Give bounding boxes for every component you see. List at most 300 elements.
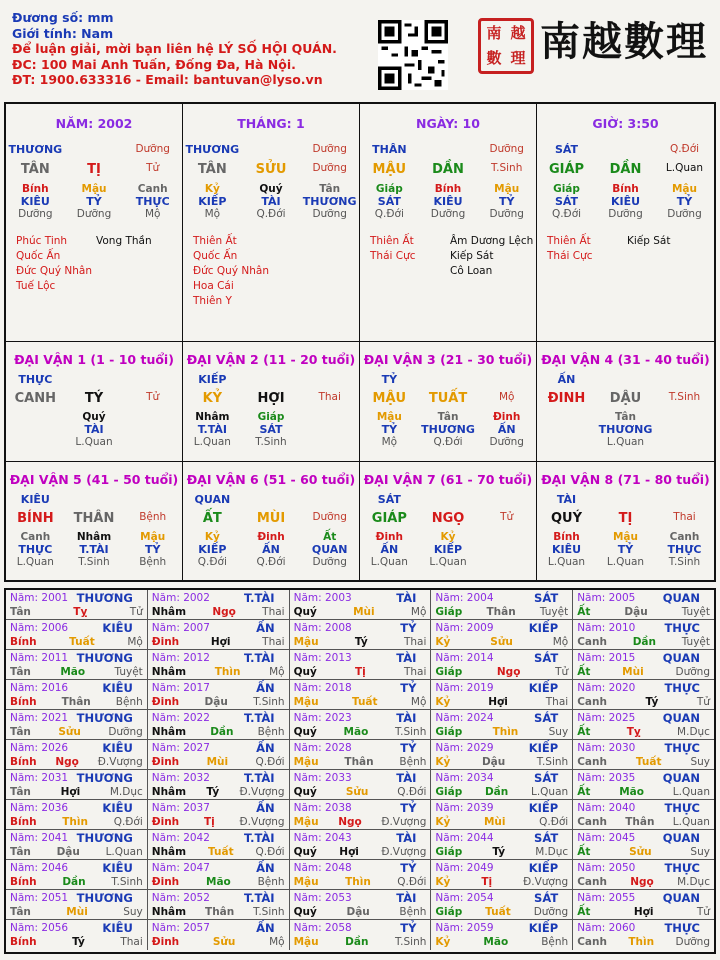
year-god: THỰC xyxy=(664,681,700,695)
hidden-stem xyxy=(477,183,536,220)
year-god: T.TÀI xyxy=(243,711,275,725)
year-line2 xyxy=(152,635,285,649)
year-label: Năm: 2017 xyxy=(151,682,210,694)
year-stem: Canh xyxy=(577,696,607,708)
year-line2 xyxy=(10,785,143,799)
hidden-stage: Dưỡng xyxy=(430,208,466,220)
year-label: Năm: 2042 xyxy=(151,832,210,844)
year-stage: Q.Đới xyxy=(255,756,285,768)
year-line1 xyxy=(152,861,285,875)
year-branch: Mão xyxy=(343,726,369,738)
hidden-god: TÀI xyxy=(84,423,104,436)
spacer xyxy=(242,493,301,506)
year-line1 xyxy=(152,711,285,725)
god-label: KIÊU xyxy=(20,493,50,506)
year-line2 xyxy=(152,725,285,739)
year-line2 xyxy=(152,785,285,799)
year-label: Năm: 2056 xyxy=(10,922,69,934)
year-branch: Dần xyxy=(632,636,656,648)
spacer xyxy=(419,493,478,506)
hidden-stem-name: Giáp xyxy=(375,183,403,195)
year-stem: Tân xyxy=(10,846,31,858)
year-line2 xyxy=(294,665,427,679)
year-god: KIÊU xyxy=(102,741,133,755)
year-god: KIẾP xyxy=(528,741,559,755)
year-line1 xyxy=(152,771,285,785)
year-stem: Mậu xyxy=(293,816,319,828)
year-cell xyxy=(290,680,432,709)
year-label: Năm: 2053 xyxy=(293,892,352,904)
year-line1 xyxy=(577,801,710,815)
year-label: Năm: 2041 xyxy=(10,832,69,844)
dai-van-main-row xyxy=(6,391,182,406)
year-line1 xyxy=(435,711,568,725)
hidden-stage: Q.Đới xyxy=(256,208,286,220)
dai-van-god-row xyxy=(537,493,714,506)
god-label: TỶ xyxy=(381,373,398,386)
year-line2 xyxy=(152,845,285,859)
hidden-stem xyxy=(242,531,301,568)
year-god: KIÊU xyxy=(102,861,133,875)
year-god: SÁT xyxy=(534,591,559,605)
year-label: Năm: 2024 xyxy=(435,712,494,724)
year-cell xyxy=(573,590,714,619)
year-line1 xyxy=(435,741,568,755)
year-branch: Hợi xyxy=(633,906,654,918)
year-cell xyxy=(6,740,148,769)
year-line1 xyxy=(10,621,143,635)
dai-van-main-row xyxy=(360,391,536,406)
hidden-stem xyxy=(242,183,301,220)
year-row xyxy=(6,860,714,890)
year-line1 xyxy=(152,741,285,755)
pillar-cell xyxy=(537,104,714,342)
year-line1 xyxy=(577,891,710,905)
year-line1 xyxy=(294,801,427,815)
spacer xyxy=(419,373,478,386)
year-line1 xyxy=(577,921,710,935)
year-line1 xyxy=(577,621,710,635)
year-branch: Thân xyxy=(205,906,235,918)
year-branch: Sửu xyxy=(490,636,513,648)
hidden-stage: L.Quan xyxy=(547,556,586,568)
dai-van-god-row xyxy=(360,493,536,506)
dai-van-cell xyxy=(537,342,714,462)
year-stage: M.Dục xyxy=(677,876,710,888)
dai-van-god-row xyxy=(360,373,536,386)
spacer xyxy=(596,373,655,386)
year-stage: Thai xyxy=(262,636,285,648)
year-line2 xyxy=(294,635,427,649)
year-line1 xyxy=(10,651,143,665)
dai-van-god-row xyxy=(183,373,359,386)
year-stem: Canh xyxy=(577,936,607,948)
year-god: THƯƠNG xyxy=(76,891,133,905)
year-label: Năm: 2006 xyxy=(10,622,69,634)
hidden-stage: T.Sinh xyxy=(255,436,287,448)
year-line1 xyxy=(10,831,143,845)
year-label: Năm: 2036 xyxy=(10,802,69,814)
hidden-god: KIẾP xyxy=(198,195,227,208)
year-stage: Mộ xyxy=(410,696,427,708)
year-line1 xyxy=(294,621,427,635)
year-stem: Nhâm xyxy=(151,846,187,858)
year-god: THƯƠNG xyxy=(76,711,133,725)
hidden-stem-name: Kỷ xyxy=(204,531,220,543)
stage-label: Dưỡng xyxy=(135,143,170,155)
year-line1 xyxy=(435,891,568,905)
hidden-stem-name: Bính xyxy=(612,183,639,195)
stem-label: TÂN xyxy=(20,162,50,177)
year-god: ẤN xyxy=(256,921,275,935)
year-stage: T.Sinh xyxy=(253,906,285,918)
god-label: TÀI xyxy=(556,493,577,506)
year-branch: Thìn xyxy=(214,666,241,678)
year-label: Năm: 2021 xyxy=(10,712,69,724)
year-cell xyxy=(431,830,573,859)
year-line2 xyxy=(577,905,710,919)
year-stem: Canh xyxy=(577,636,607,648)
hidden-stage: Dưỡng xyxy=(18,208,53,220)
year-cell xyxy=(573,650,714,679)
dai-van-main-row xyxy=(360,511,536,526)
year-row xyxy=(6,590,714,620)
stem-label: TÂN xyxy=(197,162,227,177)
year-row xyxy=(6,770,714,800)
year-branch: Dậu xyxy=(56,846,80,858)
year-stem: Giáp xyxy=(435,726,463,738)
star-item: Quốc Ấn xyxy=(193,250,238,262)
year-branch: Dần xyxy=(210,726,234,738)
year-stem: Giáp xyxy=(435,786,463,798)
hidden-stem xyxy=(537,531,596,568)
year-label: Năm: 2048 xyxy=(293,862,352,874)
year-branch: Tỵ xyxy=(626,726,641,738)
year-label: Năm: 2049 xyxy=(435,862,494,874)
year-label: Năm: 2058 xyxy=(293,922,352,934)
year-stage: Mộ xyxy=(269,936,285,948)
year-line2 xyxy=(294,935,427,949)
hidden-stem xyxy=(596,183,655,220)
stem-label: ẤT xyxy=(202,511,222,526)
star-item: Tuế Lộc xyxy=(16,280,56,292)
hidden-stage: Dưỡng xyxy=(312,208,347,220)
hidden-stage: L.Quan xyxy=(193,436,231,448)
year-stage: Thai xyxy=(403,666,427,678)
year-stage: Đ.Vượng xyxy=(97,756,143,768)
stage-label: Dưỡng xyxy=(312,143,347,155)
year-stem: Mậu xyxy=(293,936,319,948)
year-line2 xyxy=(435,875,568,889)
year-line2 xyxy=(294,695,427,709)
year-stem: Tân xyxy=(10,726,31,738)
year-stem: Bính xyxy=(10,636,37,648)
year-branch: Sửu xyxy=(629,846,652,858)
hidden-stem-name: Quý xyxy=(259,183,283,195)
stars-left xyxy=(193,234,273,309)
hidden-stem-name: Bính xyxy=(553,531,580,543)
star-item: Phúc Tinh xyxy=(16,235,68,247)
year-stage: Bệnh xyxy=(541,936,569,948)
year-line1 xyxy=(152,921,285,935)
year-cell xyxy=(148,800,290,829)
year-stem: Kỷ xyxy=(435,636,451,648)
year-branch: Tuất xyxy=(635,756,662,768)
year-god: THỰC xyxy=(664,741,700,755)
hidden-god: QUAN xyxy=(311,543,348,556)
year-label: Năm: 2030 xyxy=(577,742,636,754)
year-stem: Ất xyxy=(577,846,591,858)
hidden-stems xyxy=(537,531,714,568)
owner-info xyxy=(12,10,337,88)
pillar-top-row xyxy=(537,143,714,156)
year-stage: Mộ xyxy=(410,606,427,618)
year-cell xyxy=(290,890,432,919)
hidden-god: ẤN xyxy=(262,543,280,556)
year-cell xyxy=(148,590,290,619)
year-god: THỰC xyxy=(664,801,700,815)
year-god: SÁT xyxy=(534,711,559,725)
year-line1 xyxy=(435,651,568,665)
year-line1 xyxy=(152,591,285,605)
year-stage: T.Sinh xyxy=(536,756,569,768)
hidden-stem-name: Mậu xyxy=(671,183,697,195)
hidden-stage: Mộ xyxy=(381,436,398,448)
year-god: ẤN xyxy=(256,801,275,815)
star-item: Kiếp Sát xyxy=(450,250,494,262)
hidden-stem xyxy=(360,531,419,568)
star-item: Âm Dương Lệch xyxy=(450,235,534,247)
year-stem: Bính xyxy=(10,696,37,708)
year-line2 xyxy=(435,935,568,949)
year-stage: M.Dục xyxy=(535,846,569,858)
hidden-stage: Dưỡng xyxy=(312,556,347,568)
year-god: THỰC xyxy=(664,621,700,635)
year-line2 xyxy=(10,635,143,649)
hidden-stem xyxy=(183,411,242,448)
year-god: QUAN xyxy=(662,771,700,785)
year-cell xyxy=(431,590,573,619)
dai-van-title: ĐẠI VẬN 7 (61 - 70 tuổi) xyxy=(363,472,533,487)
owner-gender: Giới tính: Nam xyxy=(12,25,114,41)
year-row xyxy=(6,710,714,740)
pillar-title: THÁNG: 1 xyxy=(237,116,305,131)
hidden-stem xyxy=(123,183,182,220)
year-god: THƯƠNG xyxy=(76,771,133,785)
stem-label: MẬU xyxy=(372,162,407,177)
hidden-stem xyxy=(419,531,478,568)
year-cell xyxy=(6,650,148,679)
year-line1 xyxy=(577,741,710,755)
year-cell xyxy=(148,770,290,799)
hidden-stem-name: Giáp xyxy=(257,411,285,423)
hidden-stem xyxy=(537,183,596,220)
stage-label: Bệnh xyxy=(139,511,167,523)
stem-label: ĐINH xyxy=(547,391,586,406)
branch-label: DẬU xyxy=(609,391,642,406)
hidden-stem-name: Đinh xyxy=(375,531,404,543)
year-god: TỶ xyxy=(400,861,417,875)
year-branch: Thân xyxy=(61,696,91,708)
hidden-stem-name: Đinh xyxy=(257,531,285,543)
year-cell xyxy=(290,620,432,649)
year-branch: Tuất xyxy=(485,906,511,918)
hidden-stem-name: Mậu xyxy=(494,183,520,195)
year-line1 xyxy=(435,591,568,605)
year-branch: Dần xyxy=(62,876,86,888)
spacer xyxy=(300,493,359,506)
dai-van-cell xyxy=(6,462,183,580)
dai-van-cell xyxy=(6,342,183,462)
year-line1 xyxy=(10,801,143,815)
year-branch: Tý xyxy=(645,696,659,708)
year-line1 xyxy=(294,891,427,905)
pillar-title: NĂM: 2002 xyxy=(55,116,133,131)
year-stem: Kỷ xyxy=(435,816,451,828)
spacer xyxy=(300,373,359,386)
year-stage: T.Sinh xyxy=(253,696,285,708)
year-line2 xyxy=(577,755,710,769)
year-stem: Quý xyxy=(293,906,317,918)
branch-label: NGỌ xyxy=(431,511,465,526)
year-cell xyxy=(6,680,148,709)
star-item: Thiên Ất xyxy=(547,235,591,247)
seal-stamp: 南 越 數 理 xyxy=(478,18,534,74)
hidden-stem xyxy=(596,531,655,568)
hidden-stage: Mộ xyxy=(204,208,221,220)
year-line2 xyxy=(294,725,427,739)
pillar-title: NGÀY: 10 xyxy=(416,116,480,131)
branch-label: HỢI xyxy=(257,391,285,406)
pillar-top-row xyxy=(183,143,359,156)
hidden-stem xyxy=(300,183,359,220)
pillar-cell xyxy=(360,104,537,342)
year-line1 xyxy=(10,921,143,935)
year-row xyxy=(6,920,714,950)
year-god: TÀI xyxy=(396,591,417,605)
year-label: Năm: 2011 xyxy=(10,652,69,664)
star-list xyxy=(183,234,359,309)
year-stage: Tử xyxy=(696,696,710,708)
year-cell xyxy=(290,830,432,859)
year-line1 xyxy=(435,681,568,695)
year-line2 xyxy=(294,785,427,799)
year-line2 xyxy=(10,905,143,919)
year-cell xyxy=(148,650,290,679)
hidden-stem-name: Mậu xyxy=(376,411,402,423)
brand-logo: 南越數理 xyxy=(540,18,708,65)
hidden-stage: L.Quan xyxy=(16,556,54,568)
year-branch: Mùi xyxy=(206,756,229,768)
hidden-god: KIẾP xyxy=(198,543,227,556)
hidden-stem xyxy=(419,183,478,220)
year-branch: Ngọ xyxy=(55,756,79,768)
hidden-god: TÀI xyxy=(261,195,281,208)
year-stage: Bệnh xyxy=(115,696,143,708)
year-branch: Tị xyxy=(481,876,493,888)
year-stage: M.Dục xyxy=(109,786,143,798)
hidden-stems xyxy=(6,183,182,220)
year-line2 xyxy=(294,845,427,859)
year-branch: Sửu xyxy=(345,786,369,798)
year-cell xyxy=(148,680,290,709)
year-stem: Canh xyxy=(577,756,607,768)
hidden-god: T.TÀI xyxy=(197,423,227,436)
spacer xyxy=(419,143,478,156)
god-label: ẤN xyxy=(557,373,576,386)
branch-label: THÂN xyxy=(73,511,115,526)
star-item: Cô Loan xyxy=(450,265,493,277)
year-stage: Đ.Vượng xyxy=(381,846,427,858)
hidden-god: KIÊU xyxy=(610,195,641,208)
year-branch: Thìn xyxy=(62,816,88,828)
year-line2 xyxy=(152,875,285,889)
year-branch: Mão xyxy=(483,936,509,948)
year-stage: Tử xyxy=(555,666,569,678)
stage-label: Tử xyxy=(146,162,160,174)
year-god: ẤN xyxy=(256,861,275,875)
stars-right xyxy=(450,234,535,279)
contact-line: Để luận giải, mời bạn liên hệ LÝ SỐ HỘI QUÁN. xyxy=(12,41,337,56)
year-god: QUAN xyxy=(662,891,700,905)
year-cell xyxy=(573,830,714,859)
stem-label: QUÝ xyxy=(550,511,583,526)
hidden-stem xyxy=(123,411,182,448)
year-god: QUAN xyxy=(662,651,700,665)
year-line2 xyxy=(152,755,285,769)
hidden-stem xyxy=(300,411,359,448)
hidden-stems xyxy=(537,411,714,448)
year-stem: Đinh xyxy=(151,816,180,828)
hidden-stage: Dưỡng xyxy=(489,208,524,220)
year-stem: Nhâm xyxy=(151,606,187,618)
year-line1 xyxy=(435,771,568,785)
address-line: ĐC: 100 Mai Anh Tuấn, Đống Đa, Hà Nội. xyxy=(12,56,296,72)
year-branch: Dậu xyxy=(624,606,648,618)
hidden-god: TỶ xyxy=(86,195,102,208)
hidden-stems xyxy=(360,411,536,448)
year-stage: T.Sinh xyxy=(111,876,143,888)
year-line2 xyxy=(577,725,710,739)
year-label: Năm: 2040 xyxy=(577,802,636,814)
year-label: Năm: 2014 xyxy=(435,652,494,664)
year-label: Năm: 2035 xyxy=(577,772,636,784)
dai-van-god-row xyxy=(6,373,182,386)
year-stage: L.Quan xyxy=(672,786,710,798)
year-stem: Ất xyxy=(577,786,591,798)
hidden-stage: Dưỡng xyxy=(667,208,702,220)
hidden-stems xyxy=(6,531,182,568)
year-cell xyxy=(148,920,290,950)
year-branch: Dần xyxy=(345,936,369,948)
year-stem: Quý xyxy=(293,786,317,798)
year-line2 xyxy=(10,845,143,859)
year-cell xyxy=(290,770,432,799)
year-god: ẤN xyxy=(256,741,275,755)
year-stem: Kỷ xyxy=(435,696,451,708)
year-line1 xyxy=(294,591,427,605)
hidden-god: KIẾP xyxy=(433,543,463,556)
dai-van-main-row xyxy=(6,511,182,526)
spacer xyxy=(242,373,301,386)
year-cell xyxy=(431,890,573,919)
year-line1 xyxy=(10,591,143,605)
year-line1 xyxy=(10,681,143,695)
year-line1 xyxy=(294,921,427,935)
year-branch: Mùi xyxy=(483,816,506,828)
stars-left xyxy=(370,234,450,279)
hidden-god: TỶ xyxy=(676,195,693,208)
